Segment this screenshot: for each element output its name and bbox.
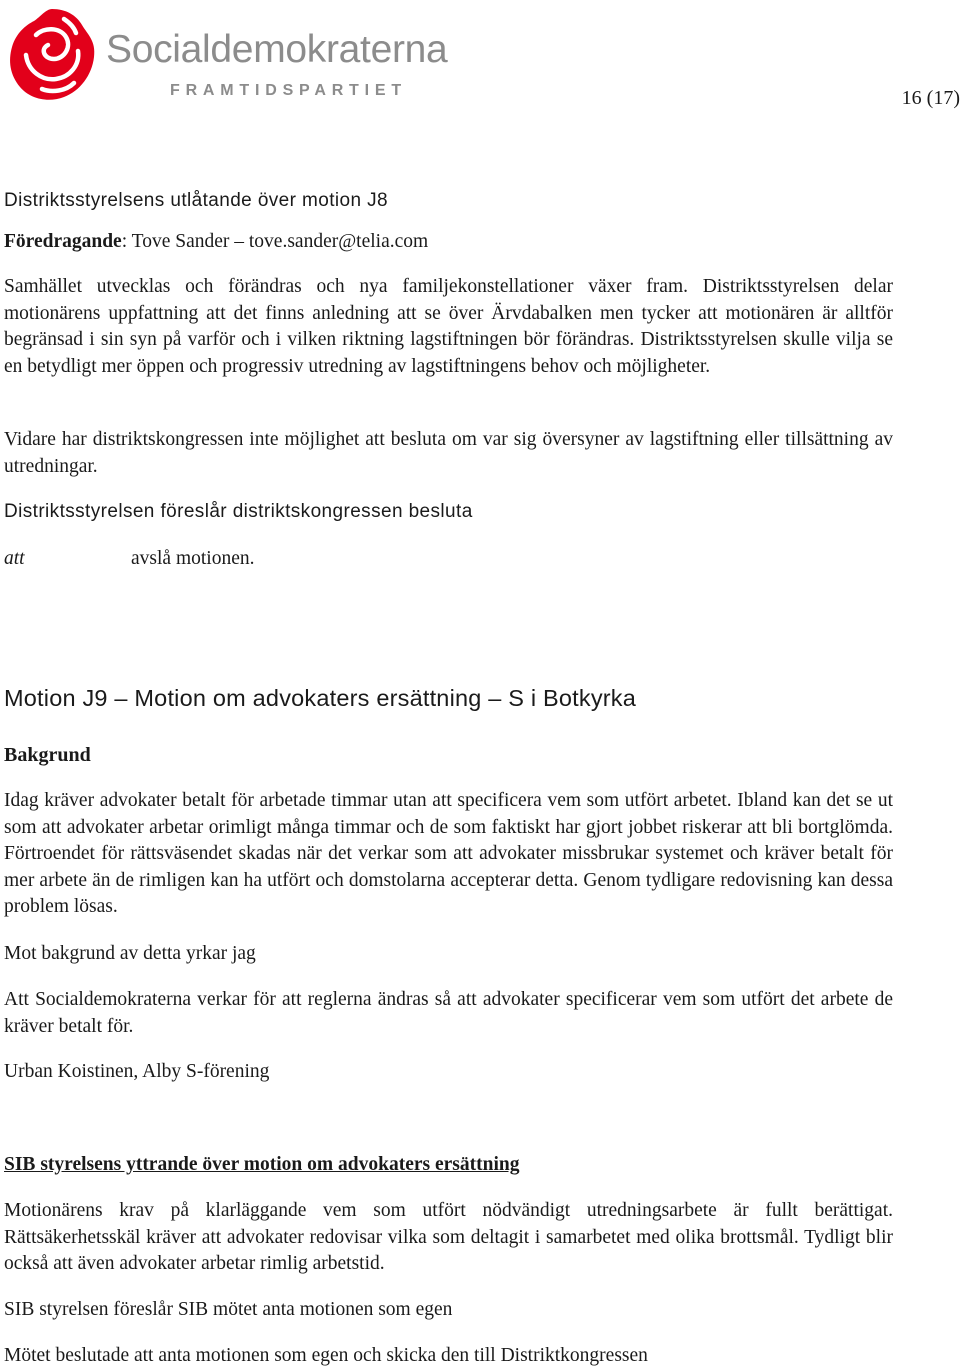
- background-heading: Bakgrund: [4, 744, 91, 766]
- rose-logo-icon: [6, 5, 98, 103]
- statement-j8-title: Distriktsstyrelsens utlåtande över motion J8: [4, 190, 389, 211]
- brand-name: Socialdemokraterna: [106, 28, 448, 71]
- page-number: 16 (17): [901, 87, 960, 109]
- sib-statement-title: [4, 1152, 519, 1179]
- statement-j8-paragraph-1: Samhället utvecklas och förändras och nya familjekonstellationer växer fram. Distriktsstyrelsen delar motionärens uppfattning att det finns anledning att se över Ärvdabalken men tycker att motionären är alltför begränsad i sin syn på varför och i vilken riktning lagstiftningen bör förändras. Distriktsstyrelsen skulle vilja se en betydligt mer öppen och progressiv utredning av lagstiftningens behov och möjligheter.: [4, 276, 893, 377]
- presenter-value: : Tove Sander – tove.sander@telia.com: [121, 231, 429, 252]
- brand-subtitle: FRAMTIDSPARTIET: [170, 82, 407, 99]
- sib-statement-title-text: SIB styrelsens yttrande över motion om advokaters ersättning: [4, 1154, 520, 1175]
- presenter-label: Föredragande: [4, 231, 122, 252]
- motion-j9-title: Motion J9 – Motion om advokaters ersättning – S i Botkyrka: [4, 685, 637, 711]
- statement-j8-paragraph-2: Vidare har distriktskongressen inte möjlighet att besluta om var sig översyner av lagstiftning eller tillsättning av utredningar.: [4, 429, 893, 477]
- signature: Urban Koistinen, Alby S-förening: [4, 1061, 270, 1082]
- proposal-heading: Distriktsstyrelsen föreslår distriktskongressen besluta: [4, 501, 473, 522]
- demand-text: Att Socialdemokraterna verkar för att reglerna ändras så att advokater specificerar vem som utfört det arbete de kräver betalt för.: [4, 989, 893, 1037]
- sib-paragraph-2: SIB styrelsen föreslår SIB mötet anta motionen som egen: [4, 1299, 453, 1320]
- att-label: att: [4, 548, 25, 569]
- demand-intro: Mot bakgrund av detta yrkar jag: [4, 943, 256, 964]
- sib-paragraph-1: Motionärens krav på klarläggande vem som utfört nödvändigt utredningsarbete är fullt berättigat. Rättsäkerhetsskäl kräver att advokater redovisar vilka som deltagit i samarbetet med olika brottsmål. Tydligt blir också att även advokater arbetar rimlig arbetstid.: [4, 1200, 893, 1275]
- sib-paragraph-3: Mötet beslutade att anta motionen som egen och skicka den till Distriktkongressen: [4, 1345, 648, 1366]
- logo: [6, 5, 98, 103]
- motion-j9-paragraph-1: Idag kräver advokater betalt för arbetade timmar utan att specificera vem som utfört arbetet. Ibland kan det se ut som att advokater arbetar orimligt många timmar och de som faktiskt har gjort jobbet riskerar att bli bortglömda. Förtroendet för rättsväsendet skadas när det verkar som att advokater missbrukar systemet och kräver betalt för mer arbete än de rimligen kan ha utfört och domstolarna accepterar detta. Genom tydligare redovisning kan dessa problem lösas.: [4, 790, 893, 918]
- presenter-line: [4, 229, 428, 256]
- att-text: avslå motionen.: [131, 548, 255, 569]
